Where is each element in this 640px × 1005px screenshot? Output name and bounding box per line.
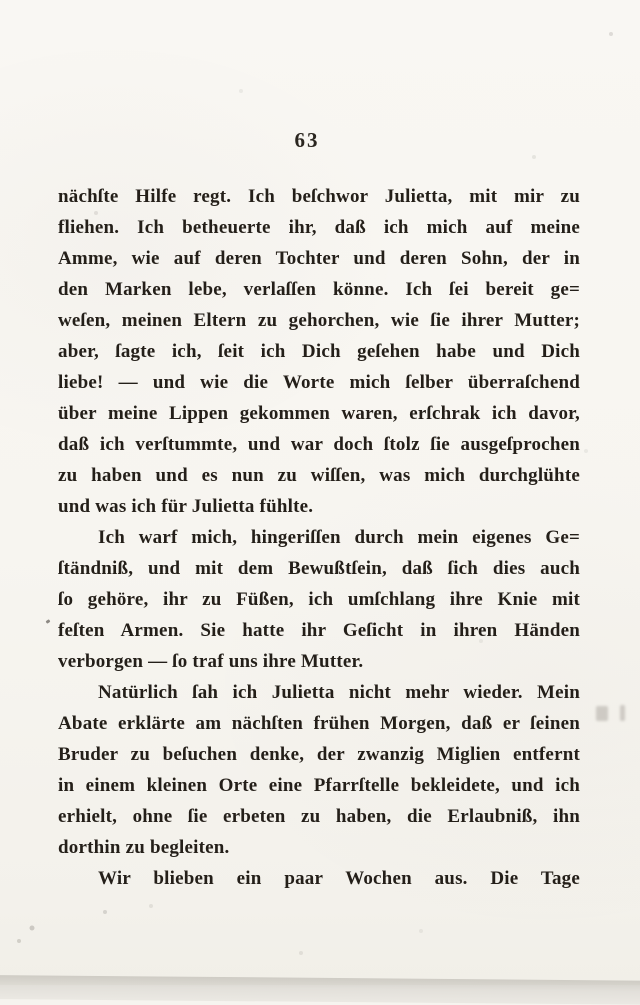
text-line: nächſte Hilfe regt. Ich beſchwor Julietta, mit mir zu [58, 186, 580, 207]
text-line: den Marken lebe, verlaſſen könne. Ich ſei bereit ge= [58, 279, 580, 300]
text-line: Ich warf mich, hingeriſſen durch mein eigenes Ge= [98, 527, 580, 548]
text-line: ſo gehöre, ihr zu Füßen, ich umſchlang ihre Knie mit [58, 589, 580, 610]
text-line: Natürlich ſah ich Julietta nicht mehr wieder. Mein [98, 682, 580, 703]
text-block [58, 181, 580, 894]
text-line: weſen, meinen Eltern zu gehorchen, wie ſie ihrer Mutter; [58, 310, 580, 331]
text-line: Amme, wie auf deren Tochter und deren Sohn, der in [58, 248, 580, 269]
text-line: über meine Lippen gekommen waren, erſchrak ich davor, [58, 403, 580, 424]
text-line: ſtändniß, und mit dem Bewußtſein, daß ſich dies auch [58, 558, 580, 579]
text-line: liebe! — und wie die Worte mich ſelber überraſchend [58, 372, 580, 393]
text-line: daß ich verſtummte, und war doch ſtolz ſie ausgeſprochen [58, 434, 580, 455]
text-line: verborgen — ſo traf uns ihre Mutter. [58, 651, 364, 672]
text-line: zu haben und es nun zu wiſſen, was mich durchglühte [58, 465, 580, 486]
text-line: dorthin zu begleiten. [58, 837, 230, 858]
text-line: fliehen. Ich betheuerte ihr, daß ich mich auf meine [58, 217, 580, 238]
page-number: 63 [294, 128, 320, 152]
page-bottom-edge-shadow [0, 975, 640, 1005]
paper-speckles [0, 0, 2, 2]
ink-bleedthrough-smudge [620, 705, 625, 721]
ink-bleedthrough-smudge [596, 706, 608, 721]
text-line: Abate erklärte am nächſten frühen Morgen, daß er ſeinen [58, 713, 580, 734]
text-line: aber, ſagte ich, ſeit ich Dich geſehen habe und Dich [58, 341, 580, 362]
text-line: und was ich für Julietta fühlte. [58, 496, 314, 517]
text-line: feſten Armen. Sie hatte ihr Geſicht in ihren Händen [58, 620, 580, 641]
text-line: Wir blieben ein paar Wochen aus. Die Tage [98, 868, 580, 889]
text-line: Bruder zu beſuchen denke, der zwanzig Miglien entfernt [58, 744, 580, 765]
text-line: in einem kleinen Orte eine Pfarrſtelle bekleidete, und ich [58, 775, 580, 796]
text-line: erhielt, ohne ſie erbeten zu haben, die Erlaubniß, ihn [58, 806, 580, 827]
ink-stray-mark [46, 619, 51, 624]
